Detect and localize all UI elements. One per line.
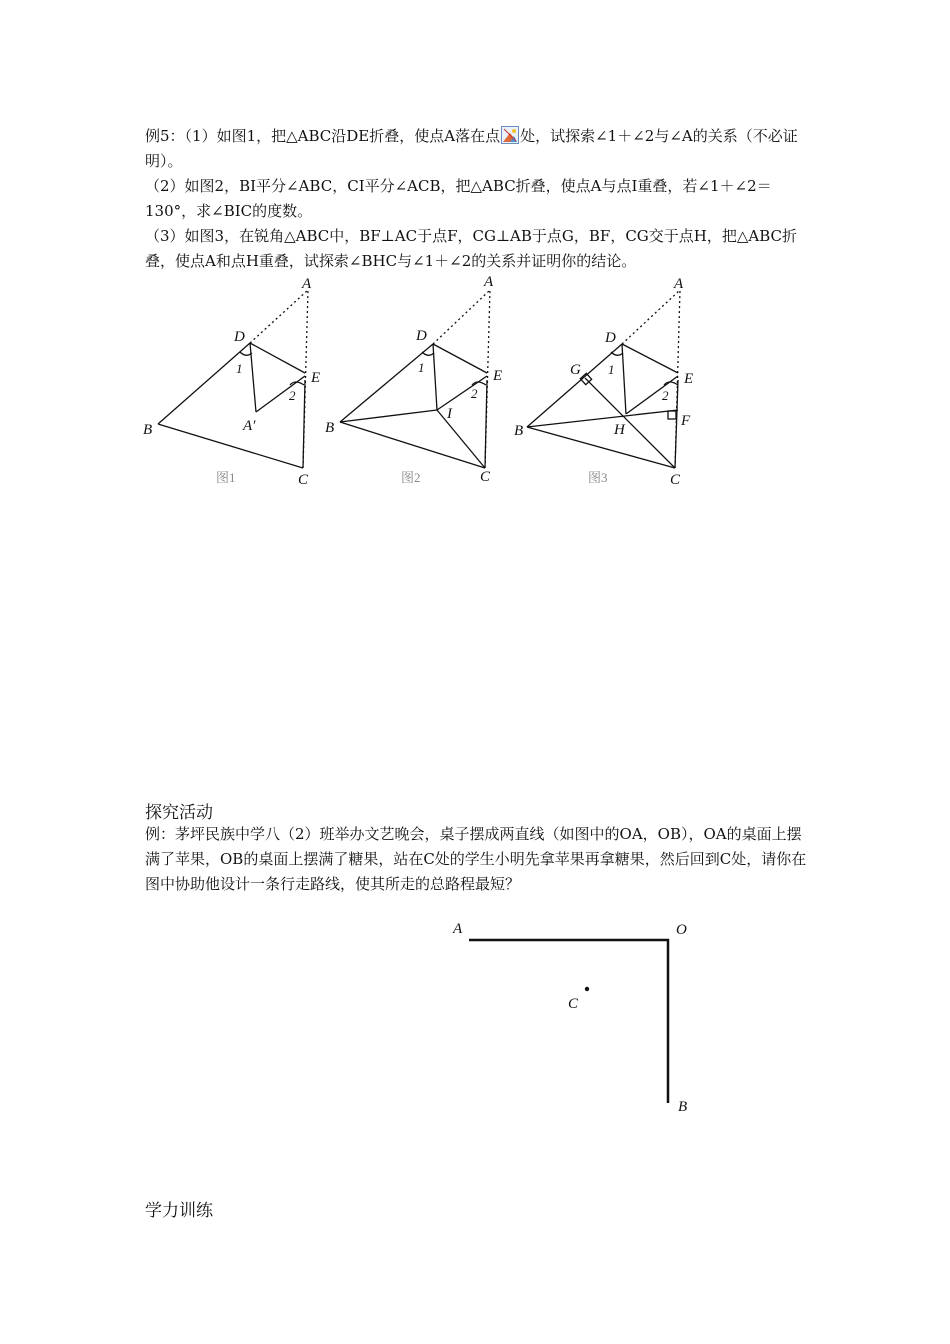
fig2-angle-1: 1 — [418, 360, 425, 375]
explore-problem-text: 例：茅坪民族中学八（2）班举办文艺晚会，桌子摆成两直线（如图中的OA，OB），OA的桌面上摆满了苹果，OB的桌面上摆满了糖果，站在C处的学生小明先拿苹果再拿糖果，然后回到C处，请你在图中协助他设计一条行走路线，使其所走的总路程最短？ — [145, 825, 807, 893]
diagram-label-C: C — [568, 996, 579, 1012]
fig3-label-F: F — [681, 413, 691, 429]
fig1-label-E: E — [311, 370, 321, 386]
figure-2 — [340, 290, 490, 468]
fig1-angle-1: 1 — [236, 361, 243, 376]
diagram-label-A: A — [453, 921, 463, 937]
fig1-label-D: D — [234, 329, 245, 345]
diagram-label-O: O — [676, 922, 687, 938]
fig2-label-D: D — [416, 328, 427, 344]
fig3-label-C: C — [670, 472, 681, 488]
fig3-label-D: D — [605, 330, 616, 346]
image-placeholder-icon — [501, 126, 519, 144]
fig3-angle-1: 1 — [608, 362, 615, 377]
fig2-label-A: A — [484, 274, 494, 290]
fig3-label-G: G — [570, 362, 581, 378]
fig1-angle-2: 2 — [289, 388, 296, 403]
fig2-label-E: E — [493, 368, 503, 384]
fig3-caption: 图3 — [588, 470, 608, 485]
fig3-label-E: E — [684, 371, 694, 387]
fig3-label-A: A — [674, 276, 684, 292]
fig1-caption: 图1 — [216, 470, 236, 485]
diagram-label-B: B — [678, 1099, 688, 1115]
fig1-label-A-prime: A′ — [243, 418, 256, 434]
fig3-label-B: B — [514, 423, 524, 439]
example5-question3: （3）如图3，在锐角△ABC中，BF⊥AC于点F，CG⊥AB于点G，BF，CG交于点H，把△ABC折叠，使点A和点H重叠，试探索∠BHC与∠1＋∠2的关系并证明你的结论。 — [145, 227, 798, 270]
training-heading: 学力训练 — [145, 1201, 213, 1221]
example5-question2: （2）如图2，BI平分∠ABC，CI平分∠ACB，把△ABC折叠，使点A与点I重叠，若∠1＋∠2＝130°，求∠BIC的度数。 — [145, 177, 772, 220]
explore-heading: 探究活动 — [145, 803, 213, 823]
example5-q1-text-b: 处，试探索∠1＋∠2与∠A的关系（不必证明）。 — [145, 127, 798, 170]
point-C — [585, 987, 589, 991]
fold-figures — [140, 270, 710, 490]
fig2-label-B: B — [325, 420, 335, 436]
figure-1 — [158, 290, 308, 468]
figure-3 — [527, 290, 680, 468]
example5-q1-text-a: 例5：（1）如图1，把△ABC沿DE折叠，使点A落在点 — [145, 127, 501, 145]
fig3-angle-2: 2 — [662, 388, 669, 403]
example5-question1 — [145, 124, 810, 174]
fig2-angle-2: 2 — [471, 386, 478, 401]
fig1-label-C: C — [298, 472, 309, 488]
fig1-label-B: B — [143, 422, 153, 438]
fig2-label-I: I — [447, 406, 452, 422]
fig2-caption: 图2 — [401, 470, 421, 485]
fig2-label-C: C — [480, 469, 491, 485]
fig1-label-A: A — [302, 276, 312, 292]
fig3-label-H: H — [614, 422, 625, 438]
path-diagram — [440, 910, 700, 1120]
